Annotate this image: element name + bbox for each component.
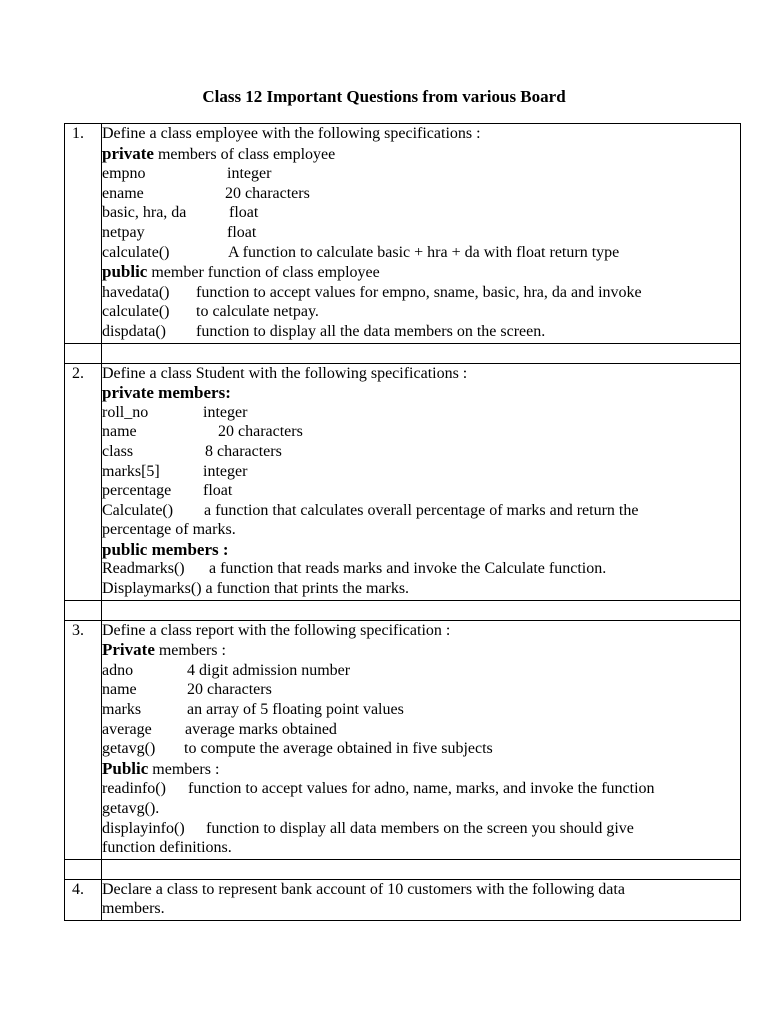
question-row-2 [65, 363, 741, 600]
member-desc: average marks obtained [185, 720, 337, 738]
member-name: name [102, 681, 137, 699]
function-desc: function to display all the data members on the screen. [196, 322, 546, 340]
member-name: roll_no [102, 403, 149, 421]
private-keyword: private [102, 143, 154, 163]
function-line [102, 559, 740, 579]
question-number: 1. [72, 125, 84, 142]
public-heading [102, 262, 740, 283]
member-desc: A function to calculate basic + hra + da with float return type [228, 243, 620, 261]
function-desc: function to accept values for empno, sname, basic, hra, da and invoke [196, 283, 642, 301]
question-intro: Define a class Student with the following specifications : [102, 364, 468, 382]
question-number: 3. [72, 621, 84, 639]
function-desc: a function that prints the marks. [205, 580, 410, 598]
member-desc: float [227, 223, 257, 241]
spacer-cell [65, 600, 102, 620]
function-name: dispdata() [102, 322, 166, 340]
member-desc: 8 characters [205, 442, 282, 460]
member-line [102, 680, 740, 700]
question-row-4 [65, 879, 741, 920]
member-line [102, 462, 740, 482]
private-heading-text: members : [154, 642, 226, 660]
public-keyword: Public [102, 758, 149, 778]
function-name: Displaymarks() [102, 580, 202, 598]
member-name: adno [102, 661, 134, 679]
member-name: ename [102, 184, 144, 202]
member-name: basic, hra, da [102, 204, 187, 222]
function-desc: function to accept values for adno, name, marks, and invoke the function [188, 780, 655, 798]
member-desc: an array of 5 floating point values [187, 701, 404, 719]
spacer-row [65, 600, 741, 620]
private-keyword: Private [102, 640, 155, 660]
member-desc: 20 characters [225, 184, 310, 202]
public-heading-text: members : [148, 760, 220, 778]
question-intro: Define a class employee with the following specifications : [102, 125, 481, 142]
questions-table [64, 123, 741, 921]
question-body [102, 879, 741, 920]
function-desc: a function that calculates overall percentage of marks and return the [204, 501, 639, 519]
member-line [102, 203, 740, 223]
private-heading [102, 640, 740, 661]
function-desc-continued: function definitions. [102, 839, 232, 857]
function-line [102, 501, 740, 521]
question-number-cell [65, 124, 102, 344]
question-number-cell [65, 879, 102, 920]
spacer-row [65, 859, 741, 879]
function-line [102, 283, 740, 303]
spacer-cell [102, 859, 741, 879]
member-line [102, 403, 740, 423]
member-name: percentage [102, 482, 172, 500]
member-line [102, 442, 740, 462]
member-line [102, 739, 740, 759]
function-desc-continued: getavg(). [102, 800, 160, 817]
spacer-cell [102, 343, 741, 363]
member-name: marks [102, 701, 142, 719]
member-name: empno [102, 165, 146, 183]
spacer-row [65, 343, 741, 363]
member-line [102, 422, 740, 442]
member-line [102, 720, 740, 740]
member-name: class [102, 442, 134, 460]
member-desc: 4 digit admission number [187, 661, 351, 679]
page-title: Class 12 Important Questions from various Board [202, 87, 566, 106]
question-text-line: Declare a class to represent bank account of 10 customers with the following data [102, 880, 625, 898]
function-name: Readmarks() [102, 560, 185, 578]
function-name: calculate() [102, 303, 170, 321]
question-row-3 [65, 620, 741, 859]
member-line [102, 184, 740, 204]
member-desc: integer [227, 165, 272, 183]
member-desc: 20 characters [187, 681, 272, 699]
public-heading [102, 759, 740, 780]
function-desc: a function that reads marks and invoke the Calculate function. [209, 560, 607, 578]
member-name: marks[5] [102, 462, 160, 480]
member-desc: integer [203, 462, 248, 480]
member-line [102, 481, 740, 501]
member-line [102, 223, 740, 243]
function-name: readinfo() [102, 780, 166, 798]
member-name: average [102, 720, 152, 738]
member-name: getavg() [102, 740, 156, 758]
member-name: name [102, 423, 137, 441]
public-heading-text: member function of class employee [147, 264, 380, 282]
function-name: Calculate() [102, 501, 174, 519]
member-name: calculate() [102, 243, 170, 261]
public-heading: public members : [102, 539, 229, 559]
question-text-line: members. [102, 900, 165, 918]
function-desc: to calculate netpay. [196, 303, 319, 321]
member-line [102, 243, 740, 263]
question-number: 4. [72, 880, 84, 898]
question-row-1 [65, 124, 741, 344]
question-body [102, 363, 741, 600]
function-line [102, 322, 740, 342]
function-desc-continued: percentage of marks. [102, 521, 236, 539]
function-line [102, 302, 740, 322]
private-heading [102, 144, 740, 165]
question-number-cell [65, 363, 102, 600]
question-body [102, 620, 741, 859]
question-number-cell [65, 620, 102, 859]
spacer-cell [65, 343, 102, 363]
member-line [102, 700, 740, 720]
question-number: 2. [72, 364, 84, 382]
public-keyword: public [102, 262, 148, 282]
member-line [102, 661, 740, 681]
member-name: netpay [102, 223, 145, 241]
function-name: havedata() [102, 283, 170, 301]
spacer-cell [102, 600, 741, 620]
question-intro: Define a class report with the following specification : [102, 621, 451, 639]
member-desc: 20 characters [218, 423, 303, 441]
member-desc: float [229, 204, 259, 222]
function-line [102, 579, 740, 599]
private-heading-text: members of class employee [153, 145, 336, 163]
member-desc: integer [203, 403, 248, 421]
spacer-cell [65, 859, 102, 879]
function-line [102, 819, 740, 839]
member-desc: to compute the average obtained in five subjects [184, 740, 493, 758]
function-name: displayinfo() [102, 819, 185, 837]
member-line [102, 164, 740, 184]
function-desc: function to display all data members on the screen you should give [206, 819, 634, 837]
private-heading: private members: [102, 383, 231, 403]
question-body [102, 124, 741, 344]
member-desc: float [203, 482, 233, 500]
function-line [102, 779, 740, 799]
